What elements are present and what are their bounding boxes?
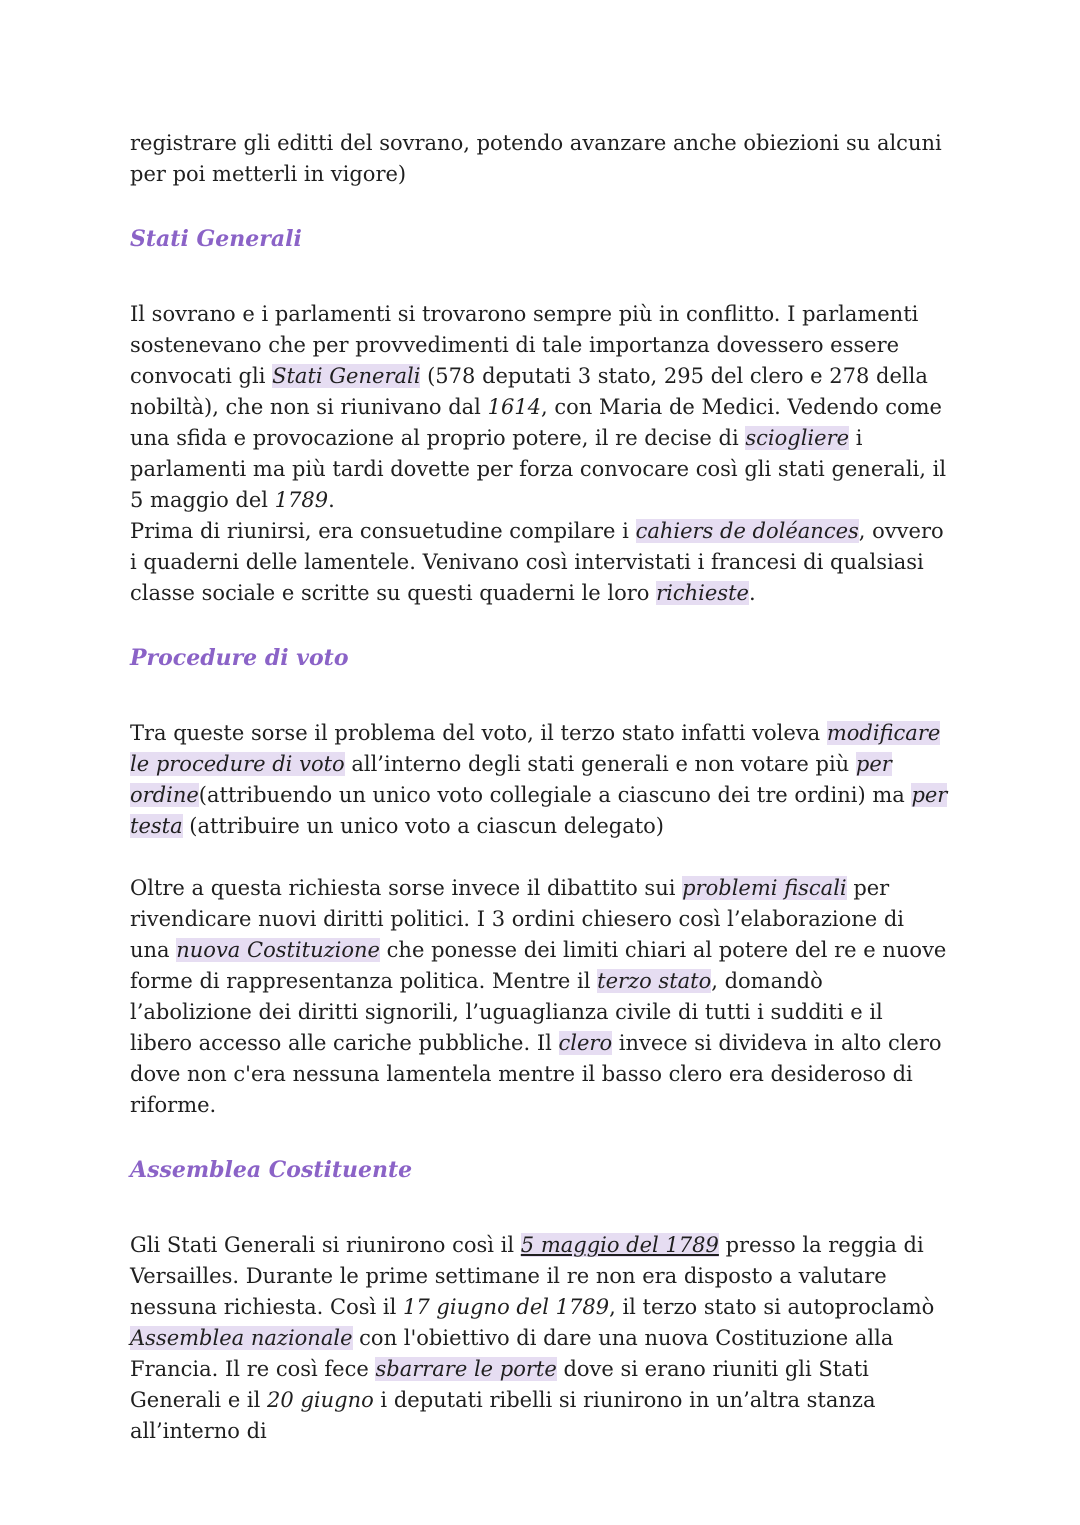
text-run: dove si erano riuniti gli Stati Generali e il — [130, 1357, 869, 1412]
text-run: che ponesse dei limiti chiari al potere del re e nuove forme di rappresentanza politica. Mentre il — [130, 938, 947, 993]
text-run: Gli Stati Generali si riunirono così il — [130, 1233, 521, 1257]
text-run: (578 deputati 3 stato, 295 del clero e 278 della nobiltà), che non si riunivano dal — [130, 364, 928, 419]
paragraph-procedure-2 — [130, 873, 950, 1121]
text-run: i parlamenti ma più tardi dovette per forza convocare così gli stati generali, il 5 maggio del — [130, 426, 947, 512]
emphasized-text: 1789 — [274, 488, 329, 512]
highlighted-term: per testa — [130, 783, 948, 838]
intro-paragraph — [130, 128, 950, 190]
emphasized-text: 1614 — [487, 395, 542, 419]
highlighted-term: terzo stato — [597, 969, 712, 993]
text-run: i deputati ribelli si riunirono in un’altra stanza all’interno di — [130, 1388, 876, 1443]
highlighted-term: problemi fiscali — [682, 876, 847, 900]
document-page — [130, 128, 950, 1447]
text-run: all’interno degli stati generali e non votare più — [344, 752, 856, 776]
highlighted-term: sciogliere — [745, 426, 850, 450]
emphasized-text: 17 giugno del 1789 — [403, 1295, 610, 1319]
section-heading-stati-generali: Stati Generali — [130, 226, 302, 252]
text-run: , il terzo stato si autoproclamò — [609, 1295, 935, 1319]
highlighted-term: Stati Generali — [272, 364, 421, 388]
section-heading-procedure-di-voto: Procedure di voto — [130, 645, 349, 671]
text-run: . — [328, 488, 335, 512]
highlighted-term: nuova Costituzione — [176, 938, 380, 962]
text-run: presso la reggia di Versailles. Durante le prime settimane il re non era disposto a valutare nessuna richiesta. Così il — [130, 1233, 924, 1319]
text-run: . — [748, 581, 756, 605]
text-run: (attribuendo un unico voto collegiale a ciascuno dei tre ordini) ma — [198, 783, 912, 807]
text-run: con l'obiettivo di dare una nuova Costituzione alla Francia. Il re così fece — [130, 1326, 894, 1381]
paragraph-stati-generali-1 — [130, 299, 950, 516]
highlighted-term: clero — [558, 1031, 613, 1055]
paragraph-assemblea-1 — [130, 1230, 950, 1447]
highlighted-term: modificare le procedure di voto — [130, 721, 941, 776]
highlighted-term: per ordine — [130, 752, 892, 807]
text-run: , ovvero i quaderni delle lamentele. Venivano così intervistati i francesi di qualsiasi classe sociale e scritte su questi quaderni le loro — [130, 519, 944, 605]
highlighted-term: sbarrare le porte — [375, 1357, 557, 1381]
emphasized-text: 20 giugno — [267, 1388, 374, 1412]
text-run: , domandò l’abolizione dei diritti signorili, l’uguaglianza civile di tutti i sudditi e il libero accesso alle cariche pubbliche. Il — [130, 969, 883, 1055]
text-run: , con Maria de Medici. Vedendo come una sfida e provocazione al proprio potere, il re decise di — [130, 395, 942, 450]
paragraph-procedure-1 — [130, 718, 950, 842]
text-run: registrare gli editti del sovrano, potendo avanzare anche obiezioni su alcuni per poi metterli in vigore) — [130, 131, 942, 186]
paragraph-stati-generali-2 — [130, 516, 950, 609]
highlighted-term: cahiers de doléances — [635, 519, 859, 543]
highlighted-term: Assemblea nazionale — [130, 1326, 353, 1350]
text-run: Oltre a questa richiesta sorse invece il dibattito sui — [130, 876, 683, 900]
highlighted-term: 5 maggio del 1789 — [520, 1233, 719, 1257]
text-run: per rivendicare nuovi diritti politici. I 3 ordini chiesero così l’elaborazione di una — [130, 876, 905, 962]
text-run: Prima di riunirsi, era consuetudine compilare i — [130, 519, 636, 543]
section-heading-assemblea-costituente: Assemblea Costituente — [130, 1157, 413, 1183]
highlighted-term: richieste — [656, 581, 749, 605]
text-run: Tra queste sorse il problema del voto, il terzo stato infatti voleva — [130, 721, 827, 745]
text-run: Il sovrano e i parlamenti si trovarono sempre più in conflitto. I parlamenti sostenevano che per provvedimenti di tale importanza dovessero essere convocati gli — [130, 302, 919, 388]
text-run: invece si divideva in alto clero dove non c'era nessuna lamentela mentre il basso clero era desideroso di riforme. — [130, 1031, 942, 1117]
text-run: (attribuire un unico voto a ciascun delegato) — [182, 814, 664, 838]
